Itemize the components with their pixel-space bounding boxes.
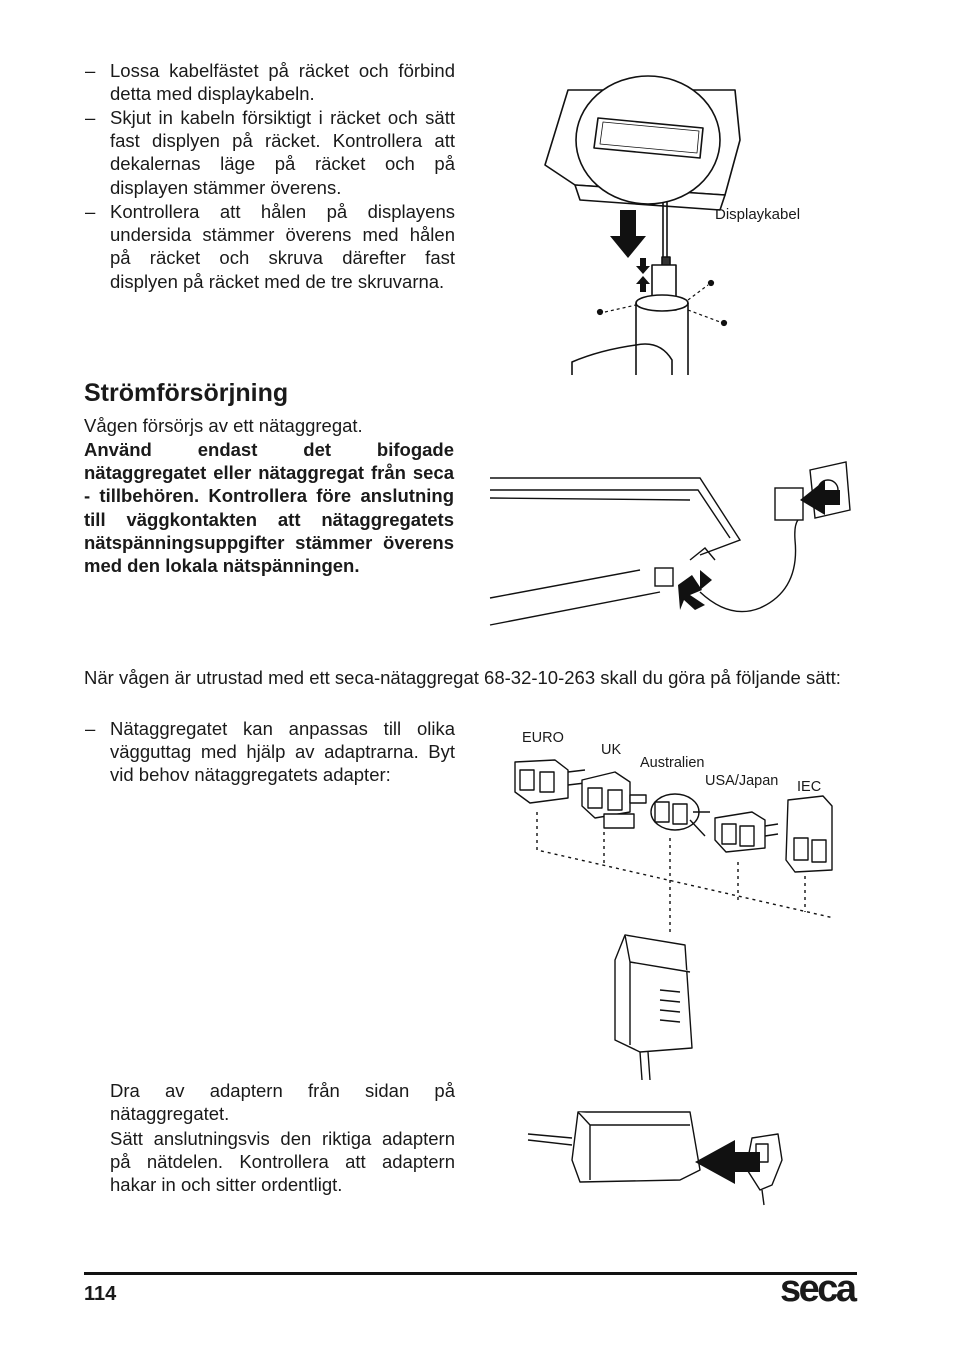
warning-text: Använd endast det bifogade nätaggregatet eller nätaggregat från seca - tillbehören. Kontrollera före anslutning till väggkontakten att nätaggregatets nätspänningsuppgifter stämmer överens med den lokala nätspänningen.: [84, 439, 454, 577]
adapter-label-uk: UK: [601, 742, 622, 758]
section3-intro: När vågen är utrustad med ett seca-nätaggregat 68-32-10-263 skall du göra på följande sätt:: [84, 667, 841, 688]
bullet-dash: –: [85, 718, 96, 739]
adapter-label-iec: IEC: [797, 779, 822, 795]
adapter-label-usa-japan: USA/Japan: [705, 773, 779, 789]
brand-logo: seca: [780, 1268, 855, 1310]
bullet-dash: –: [85, 201, 96, 222]
bullet-text: Nätaggregatet kan anpassas till olika vägguttag med hjälp av adaptrarna. Byt vid behov nätaggregatets adapter:: [110, 718, 455, 786]
bullet-text: Skjut in kabeln försiktigt i räcket och sätt fast displyen på räcket. Kontrollera att dekalernas läge på räcket och på displayen stämmer överens.: [110, 107, 455, 198]
bullet-dash: –: [85, 60, 96, 81]
footer-rule: [84, 1272, 857, 1275]
figure-label-displaykabel: Displaykabel: [715, 206, 801, 223]
adapter-label-australien: Australien: [640, 755, 705, 771]
bullet-text: Kontrollera att hålen på displayens undersida stämmer överens med hålen på räcket och skruva därefter fast displyen på räcket med de tre skruvarna.: [110, 201, 455, 292]
adapter-label-euro: EURO: [522, 730, 564, 746]
bullet-text: Lossa kabelfästet på räcket och förbind detta med displaykabeln.: [110, 60, 455, 105]
section-heading: Strömförsörjning: [84, 379, 289, 407]
bullet-dash: –: [85, 107, 96, 128]
step-remove-text: Dra av adaptern från sidan på nätaggregatet.: [110, 1080, 455, 1125]
step-attach-text: Sätt anslutningsvis den riktiga adaptern på nätdelen. Kontrollera att adaptern hakar in och sitter ordentligt.: [110, 1128, 455, 1196]
page-number: 114: [84, 1283, 117, 1305]
intro-text: Vågen försörjs av ett nätaggregat.: [84, 415, 363, 436]
